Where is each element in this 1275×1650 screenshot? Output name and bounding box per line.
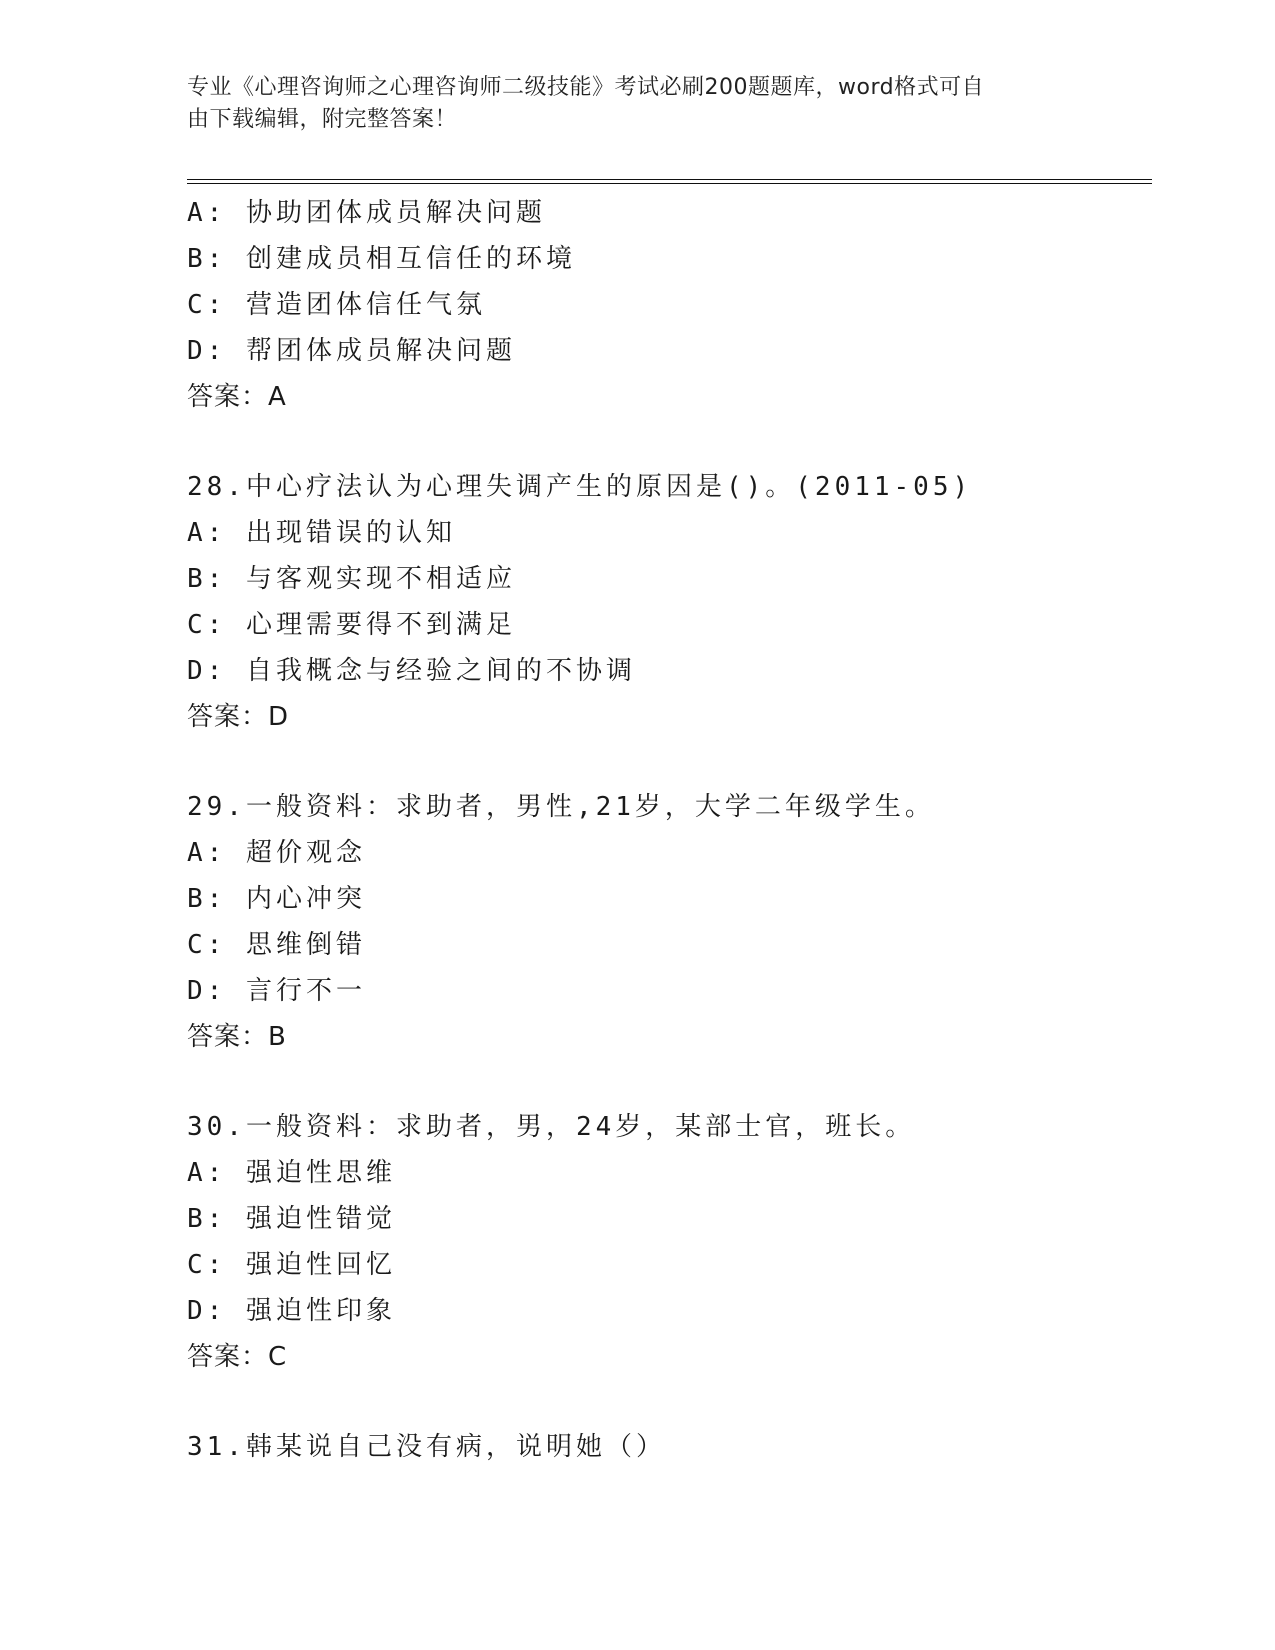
header-divider-bottom bbox=[187, 183, 1152, 184]
option-d: D: 帮团体成员解决问题 bbox=[187, 336, 516, 366]
option-a: A: 强迫性思维 bbox=[187, 1158, 396, 1188]
header-line-1: 专业《心理咨询师之心理咨询师二级技能》考试必刷200题题库，word格式可自 bbox=[187, 75, 985, 100]
question-text: 28.中心疗法认为心理失调产生的原因是()。(2011-05) bbox=[187, 472, 973, 502]
option-c: C: 强迫性回忆 bbox=[187, 1250, 396, 1280]
option-c: C: 思维倒错 bbox=[187, 930, 366, 960]
spacer bbox=[187, 420, 1152, 464]
document-header bbox=[187, 72, 1067, 136]
option-a: A: 协助团体成员解决问题 bbox=[187, 198, 546, 228]
answer: 答案：B bbox=[187, 1022, 287, 1052]
option-a: A: 出现错误的认知 bbox=[187, 518, 456, 548]
question-text: 30.一般资料：求助者，男，24岁，某部士官，班长。 bbox=[187, 1112, 916, 1142]
option-b: B: 内心冲突 bbox=[187, 884, 366, 914]
spacer bbox=[187, 1060, 1152, 1104]
header-line-2: 由下载编辑，附完整答案！ bbox=[187, 107, 458, 132]
document-body bbox=[187, 190, 1152, 1470]
option-a: A: 超价观念 bbox=[187, 838, 366, 868]
option-b: B: 强迫性错觉 bbox=[187, 1204, 396, 1234]
option-d: D: 言行不一 bbox=[187, 976, 366, 1006]
answer: 答案：C bbox=[187, 1342, 288, 1372]
option-c: C: 营造团体信任气氛 bbox=[187, 290, 486, 320]
spacer bbox=[187, 740, 1152, 784]
answer: 答案：A bbox=[187, 382, 287, 412]
option-c: C: 心理需要得不到满足 bbox=[187, 610, 516, 640]
answer: 答案：D bbox=[187, 702, 290, 732]
spacer bbox=[187, 1380, 1152, 1424]
option-d: D: 强迫性印象 bbox=[187, 1296, 396, 1326]
option-b: B: 与客观实现不相适应 bbox=[187, 564, 516, 594]
option-b: B: 创建成员相互信任的环境 bbox=[187, 244, 576, 274]
header-divider-top bbox=[187, 179, 1152, 180]
option-d: D: 自我概念与经验之间的不协调 bbox=[187, 656, 636, 686]
question-text: 31.韩某说自己没有病，说明她（） bbox=[187, 1432, 666, 1462]
question-text: 29.一般资料：求助者，男性,21岁，大学二年级学生。 bbox=[187, 792, 935, 822]
